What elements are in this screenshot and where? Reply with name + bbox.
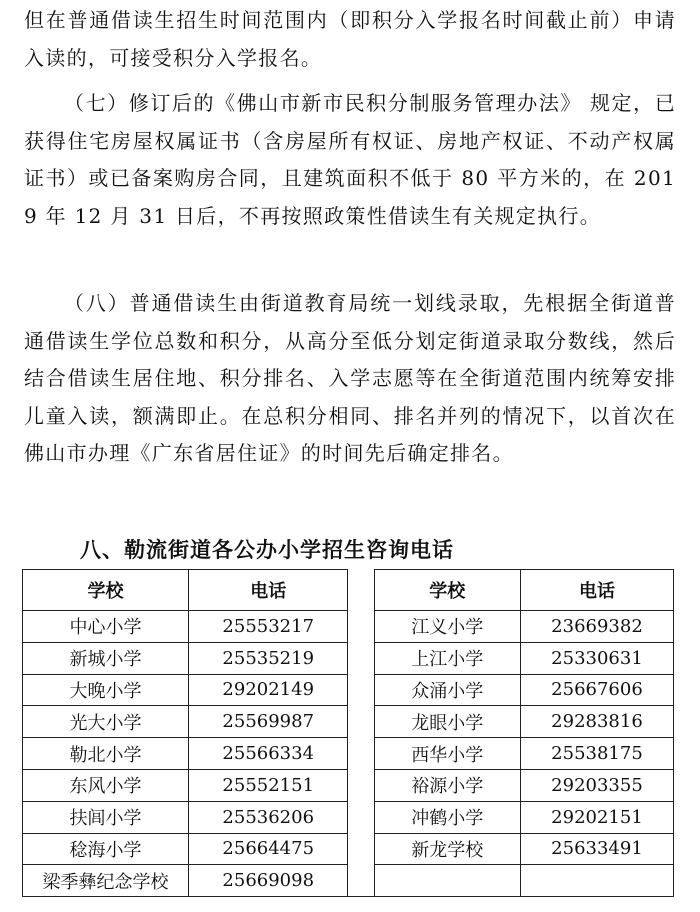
left-school-cell: 扶闾小学 bbox=[23, 801, 189, 833]
left-school-cell: 大晚小学 bbox=[23, 674, 189, 706]
right-school-cell: 江义小学 bbox=[374, 611, 520, 643]
right-school-cell: 众涌小学 bbox=[374, 674, 520, 706]
left-phone-cell: 25552151 bbox=[189, 769, 348, 801]
left-school-cell: 勒北小学 bbox=[23, 738, 189, 770]
column-gap bbox=[348, 738, 374, 770]
section-heading: 八、勒流街道各公办小学招生咨询电话 bbox=[80, 538, 454, 562]
header-phone-right: 电话 bbox=[520, 570, 673, 611]
left-phone-cell: 25536206 bbox=[189, 801, 348, 833]
left-phone-cell: 25535219 bbox=[189, 642, 348, 674]
header-school-right: 学校 bbox=[374, 570, 520, 611]
right-phone-cell: 23669382 bbox=[520, 611, 673, 643]
table-row bbox=[23, 674, 674, 706]
right-school-cell: 西华小学 bbox=[374, 738, 520, 770]
left-phone-cell: 25669098 bbox=[189, 865, 348, 897]
right-phone-cell: 29202151 bbox=[520, 801, 673, 833]
left-school-cell: 中心小学 bbox=[23, 611, 189, 643]
left-phone-cell: 25664475 bbox=[189, 833, 348, 865]
right-school-cell bbox=[374, 865, 520, 897]
right-phone-cell: 25330631 bbox=[520, 642, 673, 674]
left-phone-cell: 25569987 bbox=[189, 706, 348, 738]
header-school-left: 学校 bbox=[23, 570, 189, 611]
left-school-cell: 梁季彝纪念学校 bbox=[23, 865, 189, 897]
paragraph-continuation: 但在普通借读生招生时间范围内（即积分入学报名时间截止前）申请入读的，可接受积分入学报名。 bbox=[24, 8, 676, 70]
left-school-cell: 东风小学 bbox=[23, 769, 189, 801]
column-gap bbox=[348, 706, 374, 738]
left-school-cell: 光大小学 bbox=[23, 706, 189, 738]
right-school-cell: 上江小学 bbox=[374, 642, 520, 674]
column-gap bbox=[348, 865, 374, 897]
column-gap bbox=[348, 769, 374, 801]
header-phone-left: 电话 bbox=[189, 570, 348, 611]
table-header-row bbox=[23, 570, 674, 611]
table-row bbox=[23, 833, 674, 865]
phone-table bbox=[22, 569, 674, 897]
column-gap bbox=[348, 570, 374, 611]
column-gap bbox=[348, 611, 374, 643]
right-school-cell: 新龙学校 bbox=[374, 833, 520, 865]
right-phone-cell: 29203355 bbox=[520, 769, 673, 801]
right-phone-cell: 25538175 bbox=[520, 738, 673, 770]
table-row bbox=[23, 865, 674, 897]
left-phone-cell: 29202149 bbox=[189, 674, 348, 706]
right-school-cell: 冲鹤小学 bbox=[374, 801, 520, 833]
column-gap bbox=[348, 642, 374, 674]
right-phone-cell: 29283816 bbox=[520, 706, 673, 738]
column-gap bbox=[348, 674, 374, 706]
left-phone-cell: 25566334 bbox=[189, 738, 348, 770]
table-row bbox=[23, 769, 674, 801]
left-school-cell: 新城小学 bbox=[23, 642, 189, 674]
left-phone-cell: 25553217 bbox=[189, 611, 348, 643]
left-school-cell: 稔海小学 bbox=[23, 833, 189, 865]
right-phone-cell: 25667606 bbox=[520, 674, 673, 706]
table-row bbox=[23, 738, 674, 770]
table-row bbox=[23, 642, 674, 674]
right-school-cell: 裕源小学 bbox=[374, 769, 520, 801]
table-row bbox=[23, 801, 674, 833]
paragraph-item-seven: （七）修订后的《佛山市新市民积分制服务管理办法》 规定，已获得住宅房屋权属证书（含房屋所有权证、房地产权证、不动产权属证书）或已备案购房合同，且建筑面积不低于 80 平方米的，在 2019 年 12 月 31 日后，不再按照政策性借读生有关规定执行。 bbox=[24, 91, 676, 228]
column-gap bbox=[348, 801, 374, 833]
right-phone-cell bbox=[520, 865, 673, 897]
paragraph-item-eight: （八）普通借读生由街道教育局统一划线录取，先根据全街道普通借读生学位总数和积分，从高分至低分划定街道录取分数线，然后结合借读生居住地、积分排名、入学志愿等在全街道范围内统筹安排儿童入读，额满即止。在总积分相同、排名并列的情况下，以首次在佛山市办理《广东省居住证》的时间先后确定排名。 bbox=[24, 291, 676, 465]
table-row bbox=[23, 611, 674, 643]
phone-table-body bbox=[23, 611, 674, 897]
right-phone-cell: 25633491 bbox=[520, 833, 673, 865]
column-gap bbox=[348, 833, 374, 865]
table-row bbox=[23, 706, 674, 738]
right-school-cell: 龙眼小学 bbox=[374, 706, 520, 738]
